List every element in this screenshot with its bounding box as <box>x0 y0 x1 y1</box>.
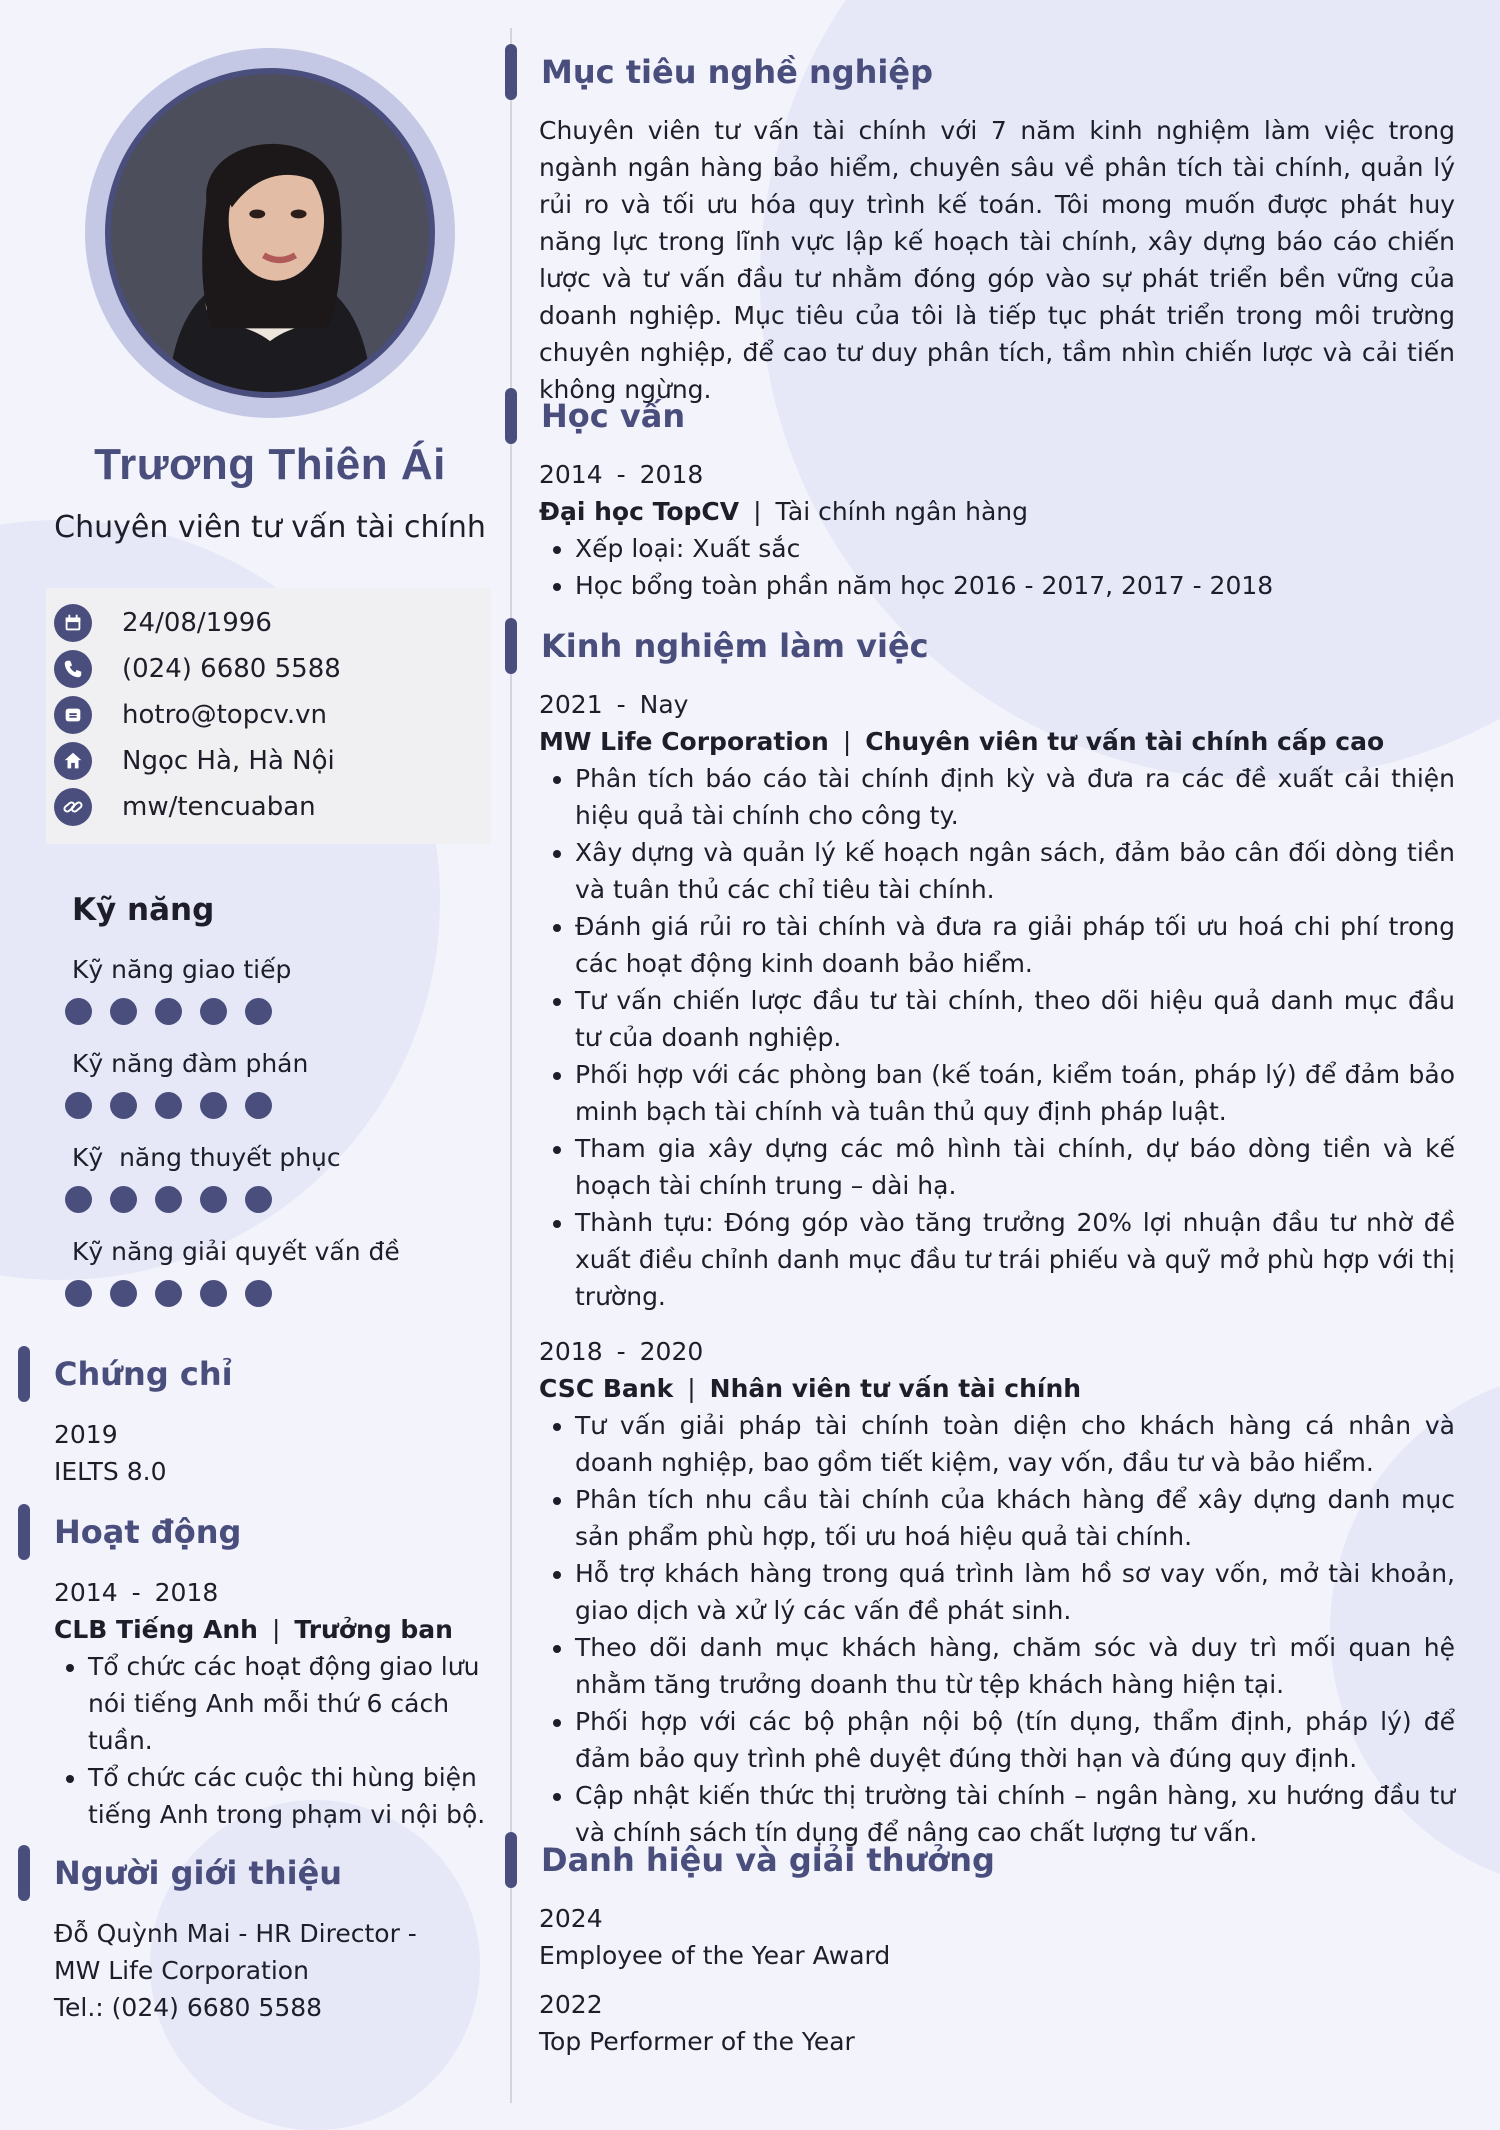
birthdate-text: 24/08/1996 <box>122 608 272 638</box>
skill-item <box>72 1143 341 1213</box>
certificate-body <box>18 1416 488 1490</box>
skill-item <box>72 1237 400 1307</box>
rating-dot <box>110 998 137 1025</box>
rating-dot <box>200 1092 227 1119</box>
activity-body <box>18 1574 488 1833</box>
award-item <box>539 1986 1455 2060</box>
skill-name: Kỹ năng giao tiếp <box>72 955 292 984</box>
list-item: • Cập nhật kiến thức thị trường tài chính – ngân hàng, xu hướng đầu tư và chính sách tín dụng để nâng cao chất lượng tư vấn. <box>575 1777 1455 1851</box>
section-header <box>18 1845 488 1901</box>
list-item: • Xây dựng và quản lý kế hoạch ngân sách, đảm bảo cân đối dòng tiền và tuân thủ các chỉ tiêu tài chính. <box>575 834 1455 908</box>
list-item: • Đánh giá rủi ro tài chính và đưa ra giải pháp tối ưu hoá chi phí trong các hoạt động kinh doanh bảo hiểm. <box>575 908 1455 982</box>
section-bar <box>18 1346 30 1402</box>
award-year: 2022 <box>539 1990 603 2019</box>
contact-email <box>54 692 491 738</box>
school-name: Đại học TopCV <box>539 497 740 526</box>
objective-body <box>505 112 1455 408</box>
rating-dot <box>65 1280 92 1307</box>
section-title: Chứng chỉ <box>54 1355 233 1393</box>
period-start: 2018 <box>539 1337 603 1366</box>
rating-dot <box>245 1186 272 1213</box>
list-item: • Phối hợp với các phòng ban (kế toán, kiểm toán, pháp lý) để đảm bảo minh bạch tài chính và tuân thủ quy định pháp luật. <box>575 1056 1455 1130</box>
section-header <box>505 44 1455 100</box>
address-text: Ngọc Hà, Hà Nội <box>122 746 335 776</box>
activity-org: CLB Tiếng Anh <box>54 1615 258 1644</box>
education-bullets <box>539 530 1455 604</box>
section-bar <box>18 1504 30 1560</box>
period-dash: - <box>616 1337 626 1366</box>
separator: | <box>842 727 852 756</box>
section-header <box>505 388 1455 444</box>
period-end: 2018 <box>639 460 704 489</box>
period-dash: - <box>616 460 626 489</box>
section-bar <box>505 388 517 444</box>
rating-dot <box>155 1186 182 1213</box>
rating-dot <box>200 998 227 1025</box>
certificates-section <box>18 1346 488 1490</box>
awards-section <box>505 1832 1455 2060</box>
reference-company: MW Life Corporation <box>54 1956 309 1985</box>
section-bar <box>505 1832 517 1888</box>
list-item: • Tổ chức các hoạt động giao lưu nói tiếng Anh mỗi thứ 6 cách tuần. <box>88 1648 488 1759</box>
period-start: 2014 <box>539 460 603 489</box>
award-name: Employee of the Year Award <box>539 1941 891 1970</box>
award-year: 2024 <box>539 1904 603 1933</box>
rating-dot <box>110 1092 137 1119</box>
list-item: • Học bổng toàn phần năm học 2016 - 2017, 2017 - 2018 <box>575 567 1455 604</box>
phone-text: (024) 6680 5588 <box>122 654 341 684</box>
job-period <box>539 1333 1455 1370</box>
job-role: Chuyên viên tư vấn tài chính cấp cao <box>865 727 1385 756</box>
education-period <box>539 456 1455 493</box>
list-item: • Phân tích nhu cầu tài chính của khách hàng để xây dựng danh mục sản phẩm phù hợp, tối ưu hoá hiệu quả tài chính. <box>575 1481 1455 1555</box>
reference-phone: Tel.: (024) 6680 5588 <box>54 1993 323 2022</box>
candidate-title: Chuyên viên tư vấn tài chính <box>54 510 486 545</box>
phone-icon <box>54 650 92 688</box>
rating-dot <box>65 1092 92 1119</box>
references-section <box>18 1845 488 2026</box>
list-item: • Tham gia xây dựng các mô hình tài chính, dự báo dòng tiền và kế hoạch tài chính trung – dài hạ. <box>575 1130 1455 1204</box>
job-item <box>539 1333 1455 1851</box>
rating-dot <box>155 1092 182 1119</box>
award-item <box>539 1900 1455 1974</box>
skill-rating <box>65 998 291 1025</box>
activities-section <box>18 1504 488 1833</box>
reference-name: Đỗ Quỳnh Mai - HR Director - <box>54 1919 417 1948</box>
contact-birthdate <box>54 600 491 646</box>
skill-rating <box>65 1280 400 1307</box>
skill-item <box>72 955 291 1025</box>
certificate-name: IELTS 8.0 <box>54 1457 167 1486</box>
left-column <box>0 0 505 2127</box>
period-dash: - <box>131 1578 141 1607</box>
section-title: Học vấn <box>541 397 686 435</box>
rating-dot <box>65 1186 92 1213</box>
list-item: • Theo dõi danh mục khách hàng, chăm sóc và duy trì mối quan hệ nhằm tăng trưởng doanh thu từ tệp khách hàng hiện tại. <box>575 1629 1455 1703</box>
rating-dot <box>245 1280 272 1307</box>
period-dash: - <box>616 690 626 719</box>
skill-name: Kỹ năng thuyết phục <box>72 1143 341 1172</box>
activity-role: Trưởng ban <box>294 1615 453 1644</box>
activity-bullets <box>54 1648 488 1833</box>
list-item: • Xếp loại: Xuất sắc <box>575 530 1455 567</box>
home-icon <box>54 742 92 780</box>
contact-phone <box>54 646 491 692</box>
section-title: Kinh nghiệm làm việc <box>541 627 929 665</box>
activity-org-line <box>54 1611 488 1648</box>
separator: | <box>271 1615 281 1644</box>
contact-address <box>54 738 491 784</box>
section-title: Hoạt động <box>54 1513 242 1551</box>
job-bullets <box>539 760 1455 1315</box>
section-title: Danh hiệu và giải thưởng <box>541 1841 995 1879</box>
section-header <box>18 1346 488 1402</box>
period-end: 2020 <box>639 1337 704 1366</box>
contact-box <box>46 588 491 844</box>
company-name: CSC Bank <box>539 1374 674 1403</box>
rating-dot <box>200 1280 227 1307</box>
separator: | <box>753 497 762 526</box>
rating-dot <box>110 1280 137 1307</box>
award-name: Top Performer of the Year <box>539 2027 855 2056</box>
education-school-line <box>539 493 1455 530</box>
list-item: • Hỗ trợ khách hàng trong quá trình làm hồ sơ vay vốn, mở tài khoản, giao dịch và xử lý các vấn đề phát sinh. <box>575 1555 1455 1629</box>
list-item: • Thành tựu: Đóng góp vào tăng trưởng 20% lợi nhuận đầu tư nhờ đề xuất điều chỉnh danh mục đầu tư trái phiếu và quỹ mở phù hợp với thị trường. <box>575 1204 1455 1315</box>
separator: | <box>687 1374 696 1403</box>
rating-dot <box>155 998 182 1025</box>
skill-item <box>72 1049 308 1119</box>
website-link[interactable]: mw/tencuaban <box>122 792 316 822</box>
avatar <box>105 68 435 398</box>
list-item: • Tư vấn giải pháp tài chính toàn diện cho khách hàng cá nhân và doanh nghiệp, bao gồm tiết kiệm, vay vốn, đầu tư và bảo hiểm. <box>575 1407 1455 1481</box>
awards-body <box>505 1900 1455 2060</box>
certificate-year: 2019 <box>54 1420 118 1449</box>
job-item <box>539 686 1455 1315</box>
job-company-line <box>539 723 1455 760</box>
period-start: 2014 <box>54 1578 118 1607</box>
section-header <box>505 1832 1455 1888</box>
calendar-icon <box>54 604 92 642</box>
rating-dot <box>245 998 272 1025</box>
rating-dot <box>155 1280 182 1307</box>
section-title: Người giới thiệu <box>54 1854 343 1892</box>
activity-period <box>54 1574 488 1611</box>
section-bar <box>505 44 517 100</box>
skill-rating <box>65 1092 308 1119</box>
link-icon <box>54 788 92 826</box>
skill-name: Kỹ năng đàm phán <box>72 1049 309 1078</box>
experience-section <box>505 618 1455 1851</box>
candidate-name: Trương Thiên Ái <box>94 440 446 489</box>
experience-body <box>505 686 1455 1851</box>
email-icon <box>54 696 92 734</box>
list-item: • Tổ chức các cuộc thi hùng biện tiếng Anh trong phạm vi nội bộ. <box>88 1759 488 1833</box>
education-body <box>505 456 1455 604</box>
job-period <box>539 686 1455 723</box>
rating-dot <box>65 998 92 1025</box>
list-item: • Phân tích báo cáo tài chính định kỳ và đưa ra các đề xuất cải thiện hiệu quả tài chính cho công ty. <box>575 760 1455 834</box>
major-name: Tài chính ngân hàng <box>775 497 1028 526</box>
section-title: Mục tiêu nghề nghiệp <box>541 53 933 91</box>
section-header <box>18 1504 488 1560</box>
skills-heading: Kỹ năng <box>72 892 215 928</box>
job-role: Nhân viên tư vấn tài chính <box>709 1374 1082 1403</box>
objective-text: Chuyên viên tư vấn tài chính với 7 năm kinh nghiệm làm việc trong ngành ngân hàng bảo hiểm, chuyên sâu về phân tích tài chính, quản lý rủi ro và tối ưu hóa quy trình kế toán. Tôi mong muốn được phát huy năng lực trong lĩnh vực lập kế hoạch tài chính, xây dựng báo cáo chiến lược và tư vấn đầu tư nhằm đóng góp vào sự phát triển bền vững của doanh nghiệp. Mục tiêu của tôi là tiếp tục phát triển trong môi trường chuyên nghiệp, để cao tư duy phân tích, tầm nhìn chiến lược và cải tiến không ngừng. <box>539 116 1455 404</box>
section-header <box>505 618 1455 674</box>
skill-name: Kỹ năng giải quyết vấn đề <box>72 1237 400 1266</box>
list-item: • Phối hợp với các bộ phận nội bộ (tín dụng, thẩm định, pháp lý) để đảm bảo quy trình phê duyệt đúng thời hạn và đúng quy định. <box>575 1703 1455 1777</box>
company-name: MW Life Corporation <box>539 727 829 756</box>
period-end: 2018 <box>154 1578 219 1607</box>
email-text: hotro@topcv.vn <box>122 700 328 730</box>
reference-body <box>18 1915 488 2026</box>
job-bullets <box>539 1407 1455 1851</box>
rating-dot <box>110 1186 137 1213</box>
rating-dot <box>200 1186 227 1213</box>
education-section <box>505 388 1455 604</box>
period-start: 2021 <box>539 690 603 719</box>
objective-section <box>505 44 1455 408</box>
skill-rating <box>65 1186 341 1213</box>
section-bar <box>505 618 517 674</box>
avatar-portrait-icon <box>111 74 429 392</box>
avatar-ring <box>85 48 455 418</box>
list-item: • Tư vấn chiến lược đầu tư tài chính, theo dõi hiệu quả danh mục đầu tư của doanh nghiệp. <box>575 982 1455 1056</box>
section-bar <box>18 1845 30 1901</box>
contact-website[interactable] <box>54 784 491 830</box>
job-company-line <box>539 1370 1455 1407</box>
period-end: Nay <box>639 690 689 719</box>
rating-dot <box>245 1092 272 1119</box>
